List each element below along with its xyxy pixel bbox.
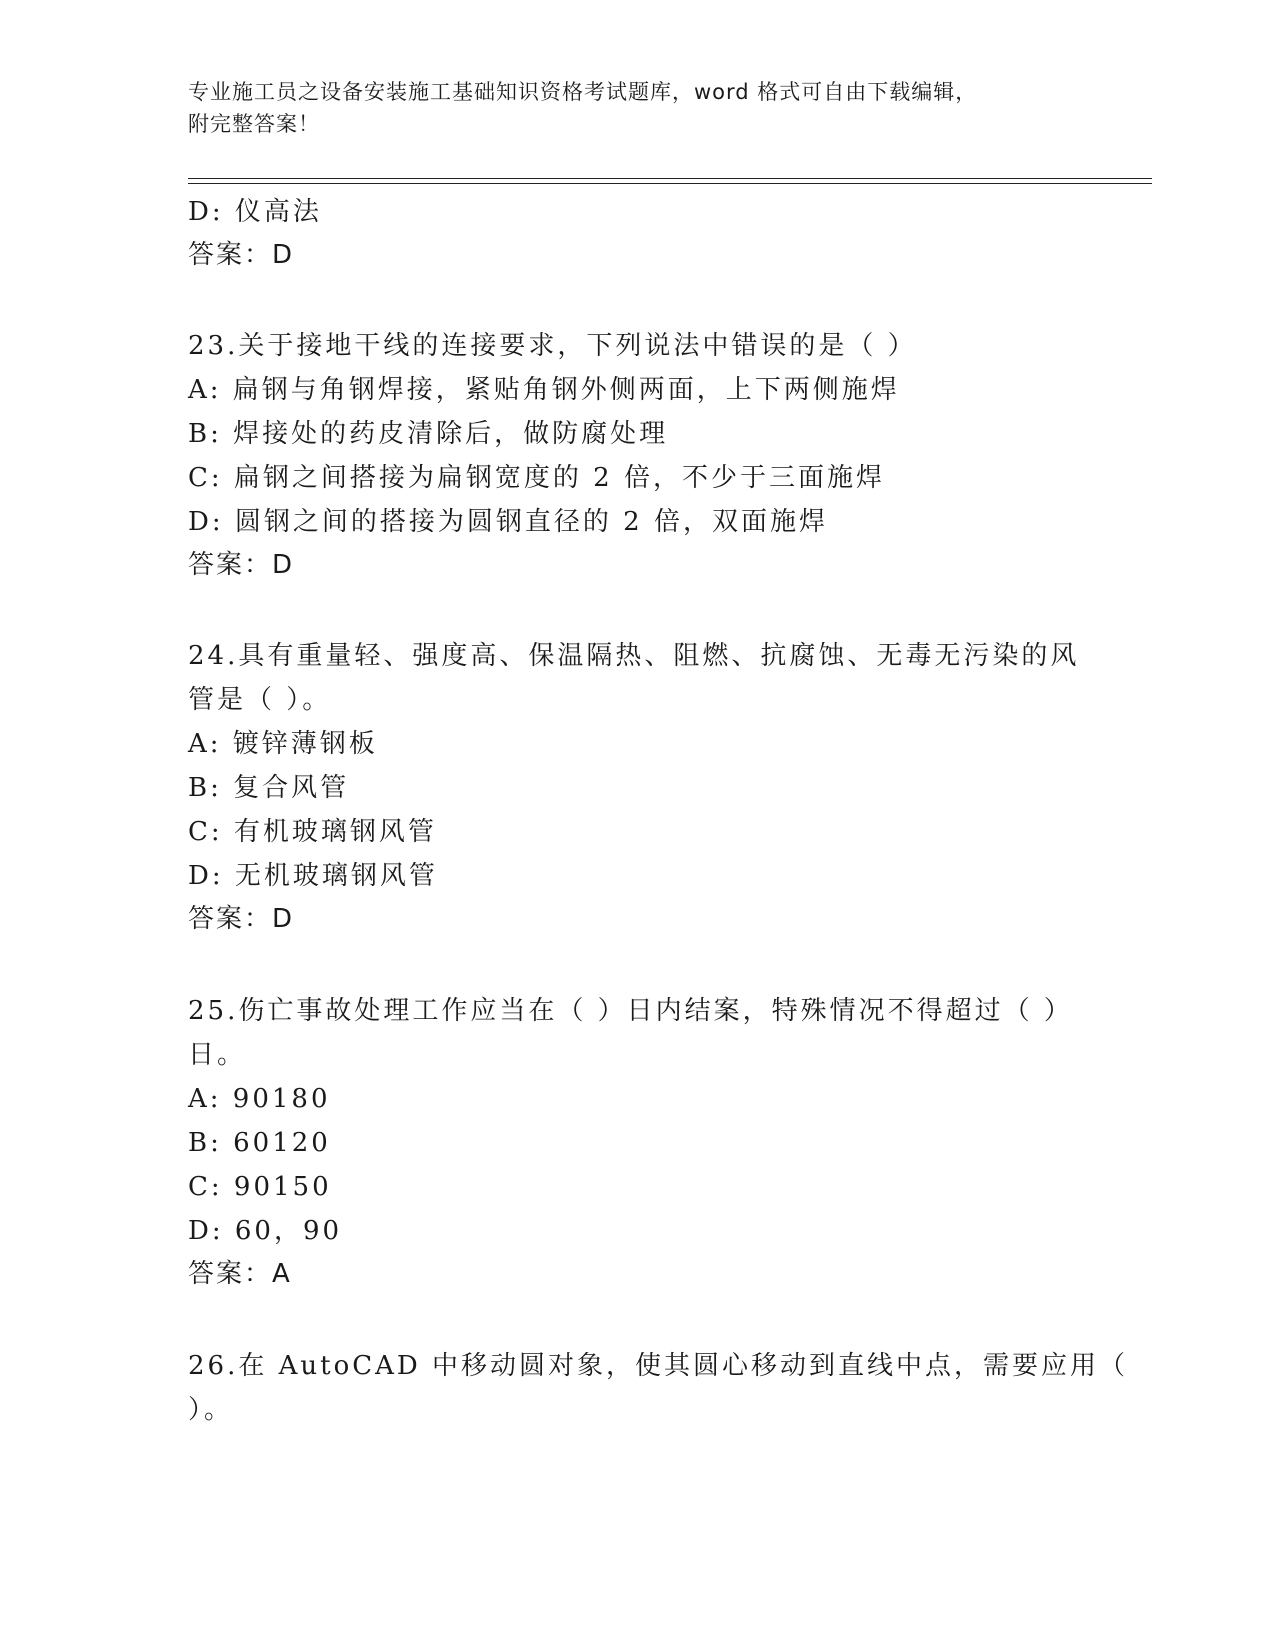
- question-24-line-2: 管是（ ）。: [188, 685, 332, 715]
- header-rule-top: [188, 178, 1152, 179]
- header-title-line-1: 专业施工员之设备安装施工基础知识资格考试题库，word 格式可自由下载编辑，: [188, 80, 978, 104]
- question-25-line-1: 25.伤亡事故处理工作应当在（ ）日内结案，特殊情况不得超过（ ）: [188, 996, 1073, 1026]
- option-c-q23: C: 扁钢之间搭接为扁钢宽度的 2 倍，不少于三面施焊: [188, 463, 885, 493]
- question-24-line-1: 24.具有重量轻、强度高、保温隔热、阻燃、抗腐蚀、无毒无污染的风: [188, 641, 1080, 671]
- answer-q24: 答案：D: [188, 904, 295, 934]
- answer-q23: 答案：D: [188, 550, 295, 580]
- option-d-q22: D: 仪高法: [188, 197, 322, 227]
- option-d-q24: D: 无机玻璃钢风管: [188, 861, 438, 891]
- option-a-q23: A: 扁钢与角钢焊接，紧贴角钢外侧两面，上下两侧施焊: [188, 375, 900, 405]
- option-b-q25: B: 60120: [188, 1128, 331, 1158]
- question-26-line-2: ）。: [188, 1395, 234, 1425]
- answer-q22: 答案：D: [188, 240, 295, 270]
- option-b-q23: B: 焊接处的药皮清除后，做防腐处理: [188, 419, 669, 449]
- question-26-line-1: 26.在 AutoCAD 中移动圆对象，使其圆心移动到直线中点，需要应用（: [188, 1351, 1129, 1381]
- option-a-q25: A: 90180: [188, 1084, 331, 1114]
- option-c-q24: C: 有机玻璃钢风管: [188, 817, 437, 847]
- option-d-q23: D: 圆钢之间的搭接为圆钢直径的 2 倍，双面施焊: [188, 507, 828, 537]
- question-25-line-2: 日。: [188, 1040, 247, 1070]
- option-d-q25: D: 60，90: [188, 1216, 343, 1246]
- answer-q25: 答案：A: [188, 1259, 292, 1289]
- option-b-q24: B: 复合风管: [188, 773, 350, 803]
- document-header: [188, 76, 1068, 140]
- question-23: 23.关于接地干线的连接要求，下列说法中错误的是（ ）: [188, 331, 917, 361]
- header-title-line-2: 附完整答案！: [188, 112, 320, 136]
- header-rule-bottom: [188, 183, 1152, 184]
- option-a-q24: A: 镀锌薄钢板: [188, 729, 378, 759]
- option-c-q25: C: 90150: [188, 1172, 332, 1202]
